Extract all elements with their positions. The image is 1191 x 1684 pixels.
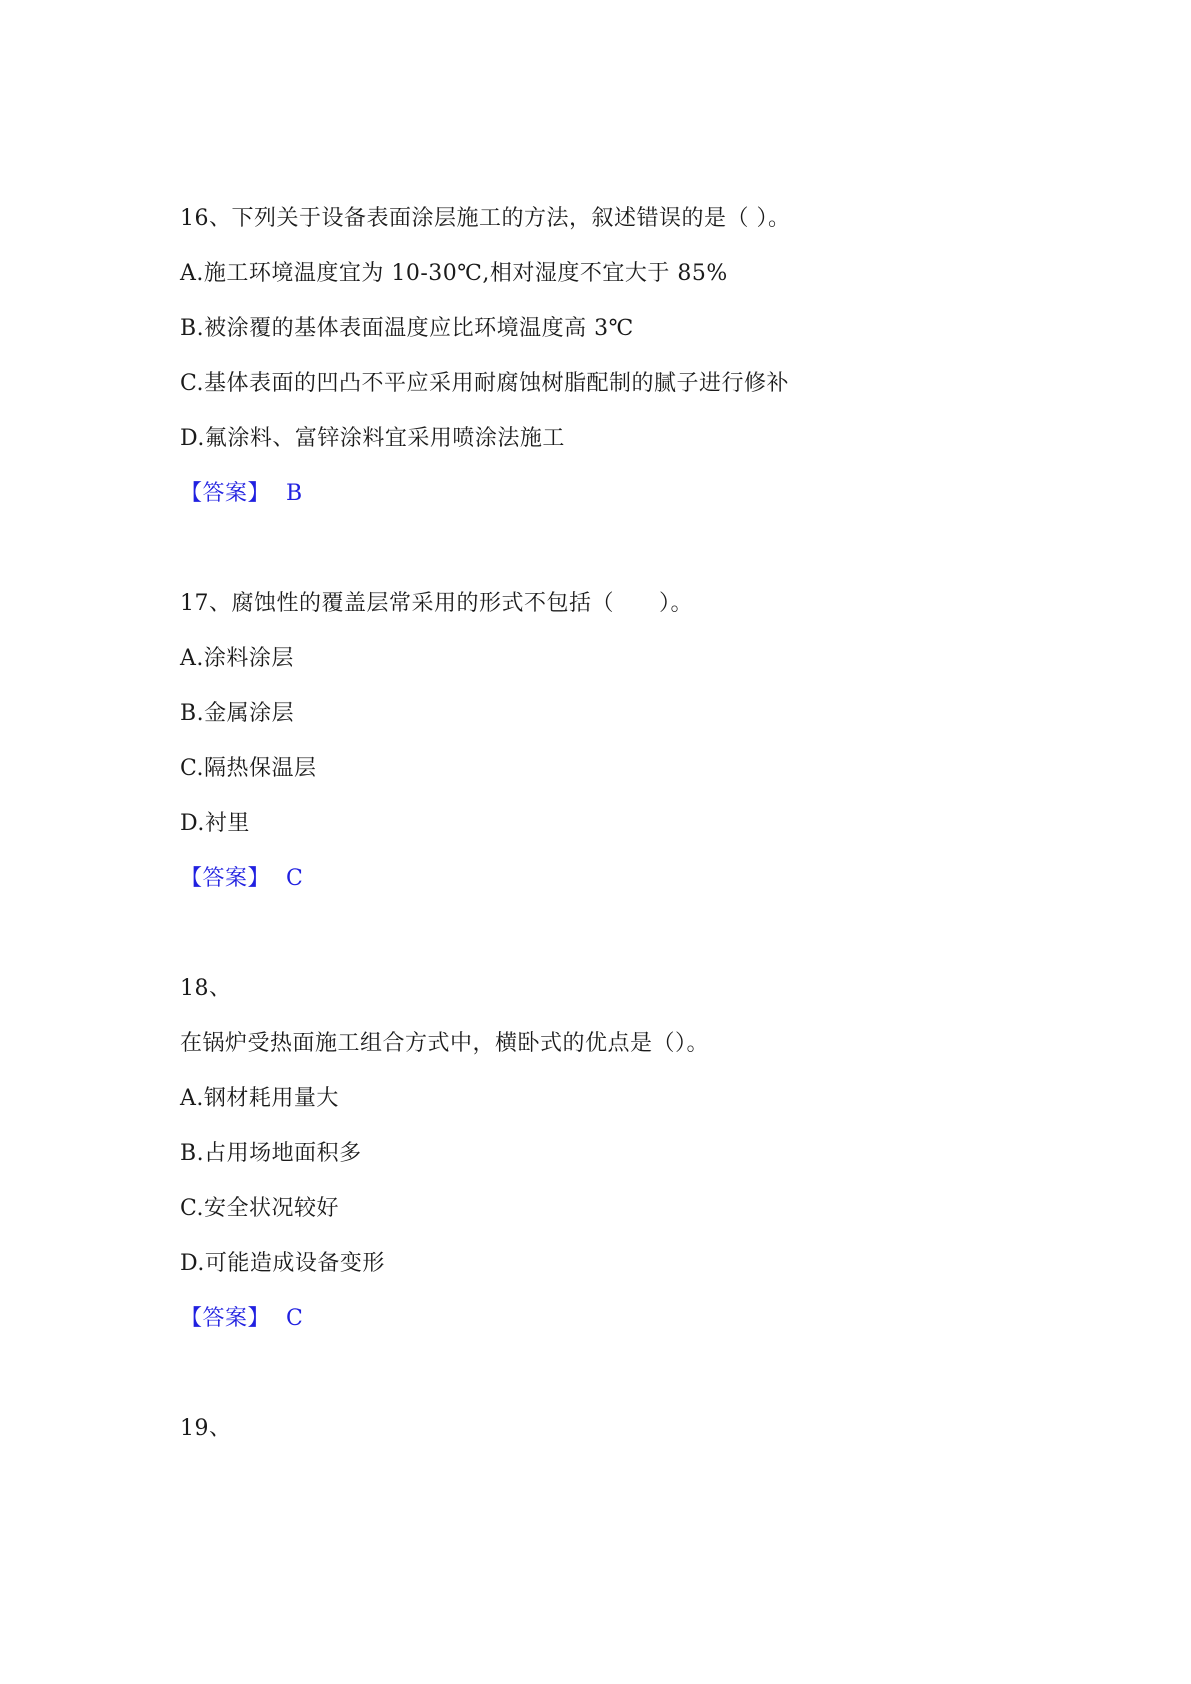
answer-label: 【答案】 bbox=[180, 866, 271, 891]
question-16-option-c: C.基体表面的凹凸不平应采用耐腐蚀树脂配制的腻子进行修补 bbox=[180, 371, 790, 396]
question-16-answer bbox=[180, 479, 303, 509]
question-17-option-b: B.金属涂层 bbox=[180, 701, 295, 726]
question-19-number: 19、 bbox=[180, 1416, 232, 1441]
question-18-stem: 在锅炉受热面施工组合方式中，横卧式的优点是（）。 bbox=[180, 1031, 710, 1056]
question-17-option-a: A.涂料涂层 bbox=[180, 646, 294, 671]
answer-value: C bbox=[286, 1306, 304, 1331]
question-17-stem: 17、腐蚀性的覆盖层常采用的形式不包括（ ）。 bbox=[180, 591, 693, 616]
question-18-number: 18、 bbox=[180, 976, 232, 1001]
question-18-option-a: A.钢材耗用量大 bbox=[180, 1086, 339, 1111]
question-16-option-b: B.被涂覆的基体表面温度应比环境温度高 3℃ bbox=[180, 316, 634, 341]
answer-value: C bbox=[286, 866, 304, 891]
question-16-stem: 16、下列关于设备表面涂层施工的方法，叙述错误的是（ ）。 bbox=[180, 206, 791, 231]
question-18-option-c: C.安全状况较好 bbox=[180, 1196, 340, 1221]
question-17-answer bbox=[180, 864, 303, 894]
answer-label: 【答案】 bbox=[180, 481, 271, 506]
question-17-option-d: D.衬里 bbox=[180, 811, 250, 836]
answer-label: 【答案】 bbox=[180, 1306, 271, 1331]
answer-value: B bbox=[286, 481, 303, 506]
question-17-option-c: C.隔热保温层 bbox=[180, 756, 317, 781]
question-16-option-a: A.施工环境温度宜为 10-30℃,相对湿度不宜大于 85% bbox=[180, 261, 728, 286]
question-18-answer bbox=[180, 1304, 303, 1334]
question-18-option-d: D.可能造成设备变形 bbox=[180, 1251, 385, 1276]
question-18-option-b: B.占用场地面积多 bbox=[180, 1141, 362, 1166]
question-16-option-d: D.氟涂料、富锌涂料宜采用喷涂法施工 bbox=[180, 426, 565, 451]
